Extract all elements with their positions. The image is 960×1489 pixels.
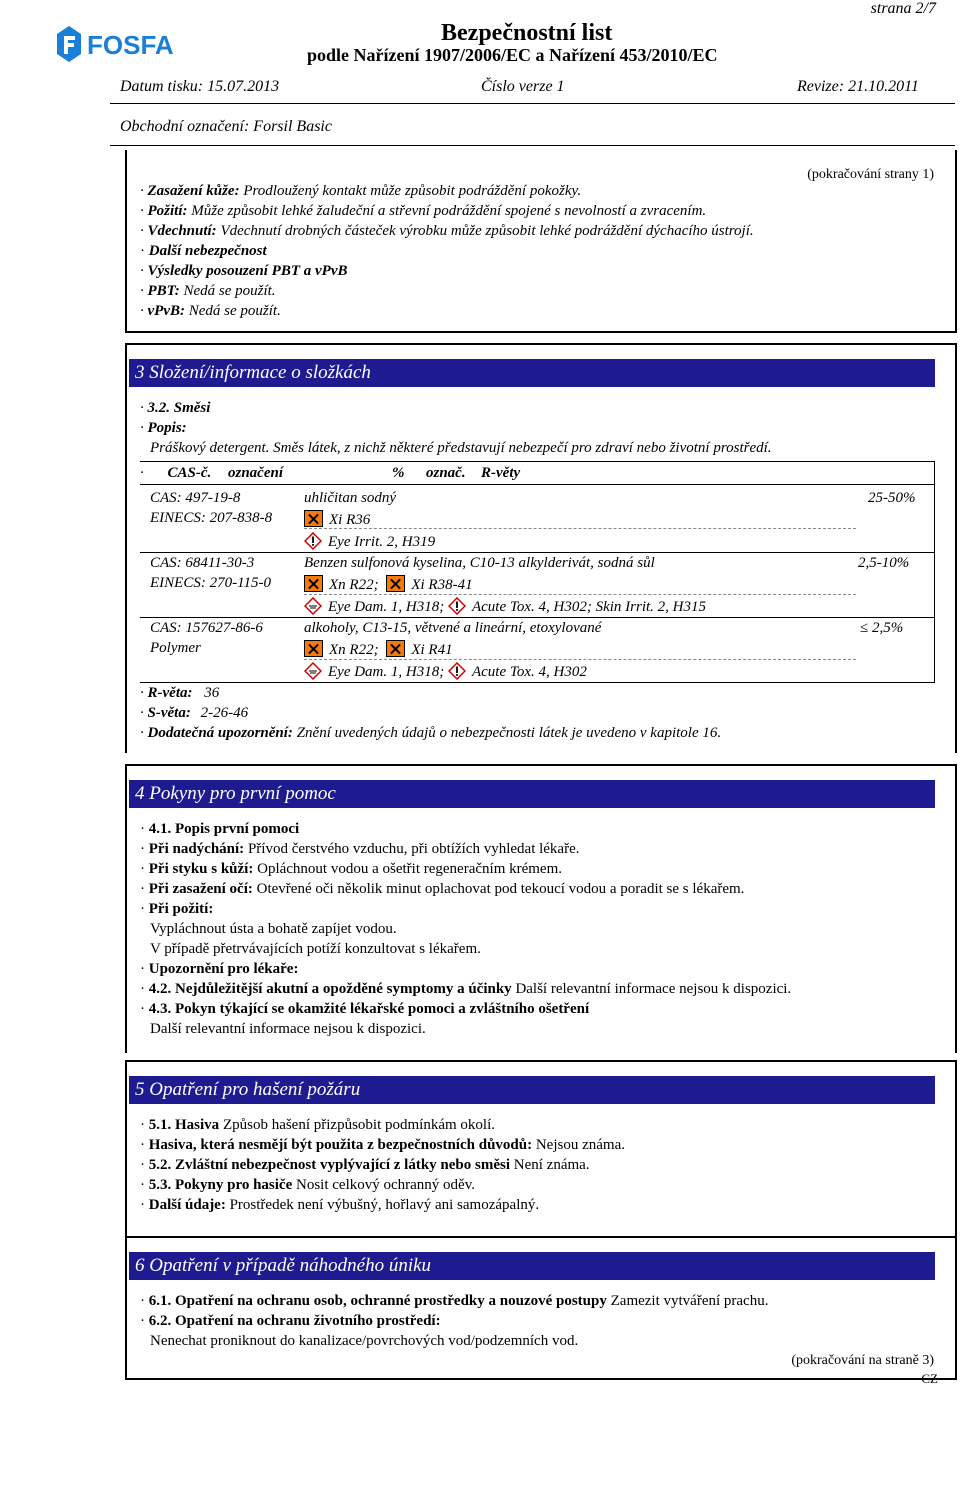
row1-pct: 25-50% (868, 490, 916, 506)
exclamation-icon (304, 532, 322, 550)
eye-aid: · Při zasažení očí: Otevřené oči několik minut oplachovat pod tekoucí vodou a poradit se s lékařem. (140, 881, 745, 897)
table-header-divider (140, 484, 935, 485)
environmental-text: Nenechat proniknout do kanalizace/povrchových vod/podzemních vod. (150, 1333, 579, 1349)
row3-cas: CAS: 157627-86-6 (150, 620, 263, 636)
section-3-title: 3 Složení/informace o složkách (129, 359, 935, 387)
row2-sym2: Eye Dam. 1, H318; Acute Tox. 4, H302; Skin Irrit. 2, H315 (304, 597, 706, 616)
r-phrase-line: · R-věta: 36 (140, 685, 220, 701)
symptoms-line: · 4.2. Nejdůležitější akutní a opožděné symptomy a účinky Další relevantní informace nejsou k dispozici. (140, 981, 792, 997)
row1-name: uhličitan sodný (304, 490, 397, 506)
row2-cas: CAS: 68411-30-3 (150, 555, 255, 571)
irritant-x-icon (386, 640, 405, 657)
description-label: · Popis: (140, 420, 187, 436)
header-divider (110, 103, 955, 104)
row1-sym2: Eye Irrit. 2, H319 (304, 532, 435, 551)
row3-dash (304, 659, 856, 660)
language-code: CZ (921, 1371, 938, 1386)
row3-pct: ≤ 2,5% (860, 620, 904, 636)
col-name-header: označení (228, 465, 284, 481)
section-4-title: 4 Pokyny pro první pomoc (129, 780, 935, 808)
version-number: Číslo verze 1 (481, 78, 565, 95)
continued-next: (pokračování na straně 3) (791, 1353, 934, 1368)
row2-name: Benzen sulfonová kyselina, C10-13 alkylderivát, sodná sůl (304, 555, 655, 571)
row3-name: alkoholy, C13-15, větvené a lineární, etoxylované (304, 620, 602, 636)
harmful-x-icon (304, 575, 323, 592)
col-cas-header: · CAS-č. (140, 465, 212, 481)
inhalation-line: · Vdechnutí: Vdechnutí drobných částeček výrobku může způsobit lehké podráždění dýchacího ústrojí. (140, 223, 754, 239)
continued-note: (pokračování strany 1) (807, 167, 934, 182)
row2-sym1: Xn R22; Xi R38-41 (304, 575, 473, 594)
ingestion-aid-2: V případě přetrvávajících potíží konzultovat s lékařem. (150, 941, 481, 957)
col-mark-header: označ. (426, 465, 466, 481)
row3-polymer: Polymer (150, 640, 201, 656)
svg-text:FOSFA: FOSFA (87, 30, 174, 60)
row3-sym2: Eye Dam. 1, H318; Acute Tox. 4, H302 (304, 662, 587, 681)
ingestion-line: · Požití: Může způsobit lehké žaludeční a střevní podráždění spojené s nevolností a zvracením. (140, 203, 707, 219)
section-5-title: 5 Opatření pro hašení požáru (129, 1076, 935, 1104)
row2-einecs: EINECS: 270-115-0 (150, 575, 271, 591)
exclamation-icon (448, 597, 466, 615)
doctor-note-label: · Upozornění pro lékaře: (140, 961, 299, 977)
row1-einecs: EINECS: 207-838-8 (150, 510, 273, 526)
skin-line: · Zasažení kůže: Prodloužený kontakt může způsobit podráždění pokožky. (140, 183, 582, 199)
ingestion-aid-1: Vypláchnout ústa a bohatě zapíjet vodou. (150, 921, 397, 937)
row1-divider (140, 552, 935, 553)
pbt-line: · PBT: Nedá se použít. (140, 283, 276, 299)
row1-dash (304, 528, 856, 529)
page-number: strana 2/7 (870, 0, 936, 17)
extinguishing-media: · 5.1. Hasiva Způsob hašení přizpůsobit podmínkám okolí. (140, 1117, 495, 1133)
firefighter-advice: · 5.3. Pokyny pro hasiče Nosit celkový ochranný oděv. (140, 1177, 475, 1193)
exclamation-icon (448, 662, 466, 680)
unsuitable-media: · Hasiva, která nesmějí být použita z bezpečnostních důvodů: Nejsou známa. (140, 1137, 625, 1153)
ingestion-aid-label: · Při požití: (140, 901, 214, 917)
fosfa-logo (57, 24, 217, 64)
inhalation-aid: · Při nadýchání: Přívod čerstvého vzduchu, při obtížích vyhledat lékaře. (140, 841, 580, 857)
print-date: Datum tisku: 15.07.2013 (120, 78, 280, 95)
row1-cas: CAS: 497-19-8 (150, 490, 241, 506)
treatment-text: Další relevantní informace nejsou k dispozici. (150, 1021, 426, 1037)
harmful-x-icon (304, 510, 323, 527)
doc-subtitle: podle Nařízení 1907/2006/EC a Nařízení 453/2010/EC (307, 45, 718, 65)
skin-aid: · Při styku s kůží: Opláchnout vodou a ošetřit regeneračním krémem. (140, 861, 563, 877)
vpvb-line: · vPvB: Nedá se použít. (140, 303, 281, 319)
section-6-title: 6 Opatření v případě náhodného úniku (129, 1252, 935, 1280)
row3-sym1: Xn R22; Xi R41 (304, 640, 453, 659)
other-info: · Další údaje: Prostředek není výbušný, hořlavý ani samozápalný. (140, 1197, 540, 1213)
harmful-x-icon (304, 640, 323, 657)
fosfa-logo-icon (57, 24, 217, 64)
col-r-header: R-věty (481, 465, 521, 481)
corrosion-icon (304, 597, 322, 615)
treatment-label: · 4.3. Pokyn týkající se okamžité lékařské pomoci a zvláštního ošetření (140, 1001, 590, 1017)
pbt-results-line: · Výsledky posouzení PBT a vPvB (140, 263, 348, 279)
doc-title: Bezpečnostní list (441, 20, 613, 46)
other-hazards-line: · Další nebezpečnost (140, 243, 267, 259)
row1-sym1: Xi R36 (304, 510, 370, 529)
col-pct-header: % (392, 465, 405, 481)
corrosion-icon (304, 662, 322, 680)
personal-precautions: · 6.1. Opatření na ochranu osob, ochranné prostředky a nouzové postupy Zamezit vytváření prachu. (140, 1293, 769, 1309)
row2-divider (140, 617, 935, 618)
composition-table (140, 461, 935, 683)
mixtures-line: · 3.2. Směsi (140, 400, 211, 416)
revision-date: Revize: 21.10.2011 (797, 78, 919, 95)
additional-notes-line: · Dodatečná upozornění: Znění uvedených údajů o nebezpečnosti látek je uvedeno v kapitole 16. (140, 725, 722, 741)
row2-pct: 2,5-10% (858, 555, 910, 571)
trade-name: Obchodní označení: Forsil Basic (120, 118, 332, 135)
trade-name-divider (110, 145, 955, 146)
special-hazards: · 5.2. Zvláštní nebezpečnost vyplývající z látky nebo směsi Není známa. (140, 1157, 590, 1173)
s-phrase-line: · S-věta: 2-26-46 (140, 705, 249, 721)
row2-dash (304, 594, 856, 595)
first-aid-desc: · 4.1. Popis první pomoci (140, 821, 300, 837)
description-text: Práškový detergent. Směs látek, z nichž některé představují nebezpečí pro zdraví nebo životní prostředí. (150, 440, 772, 456)
environmental-label: · 6.2. Opatření na ochranu životního prostředí: (140, 1313, 441, 1329)
irritant-x-icon (386, 575, 405, 592)
